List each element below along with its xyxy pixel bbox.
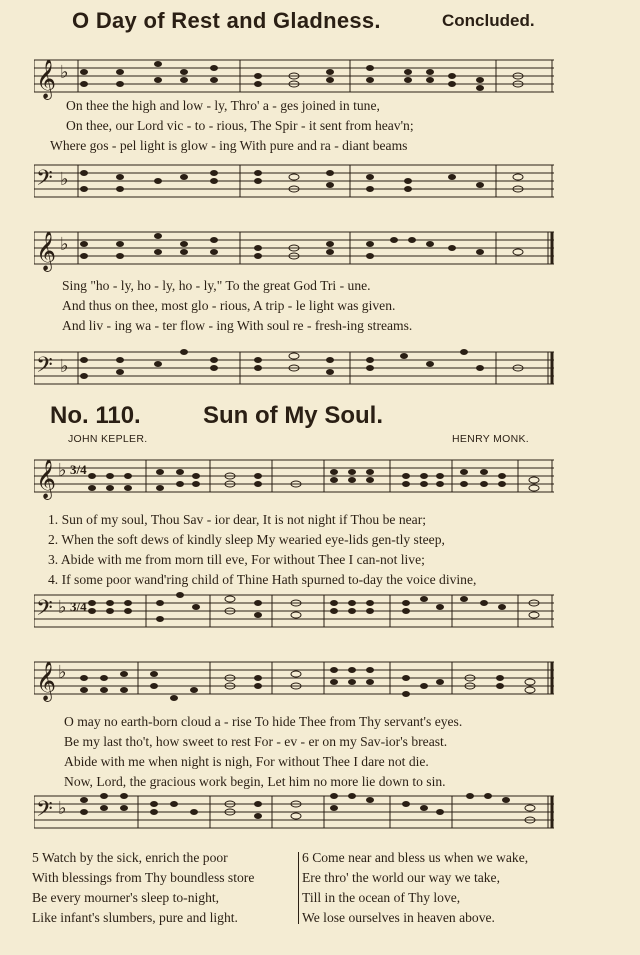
treble-staff-110-system-1 (34, 450, 554, 500)
flat-key-signature-icon: ♭ (60, 169, 69, 189)
bass-staff-system-2 (34, 342, 554, 392)
treble-clef-icon: 𝄞 (36, 59, 57, 99)
treble-clef-icon: 𝄞 (36, 459, 57, 499)
verse-line: We lose ourselves in heaven above. (302, 910, 495, 925)
verse-line: Till in the ocean of Thy love, (302, 890, 461, 905)
lyric-line: Now, Lord, the gracious work begin, Let him no more lie down to sin. (64, 774, 446, 789)
lyric-line: And liv - ing wa - ter flow - ing With soul re - fresh-ing streams. (62, 318, 413, 333)
bass-staff-110-system-2 (34, 786, 554, 836)
lyric-line: O may no earth-born cloud a - rise To hide Thee from Thy servant's eyes. (64, 714, 463, 729)
verse-line: With blessings from Thy boundless store (32, 870, 255, 885)
lyric-line: 3. Abide with me from morn till eve, For without Thee I can-not live; (48, 552, 425, 567)
flat-key-signature-icon: ♭ (58, 798, 67, 818)
lyric-line: Sing "ho - ly, ho - ly, ho - ly," To the great God Tri - une. (62, 278, 371, 293)
flat-key-signature-icon: ♭ (58, 597, 67, 617)
time-signature-numerator: 3/4 (70, 462, 87, 477)
hymn-number: No. 110. (50, 402, 141, 429)
lyric-line: 1. Sun of my soul, Thou Sav - ior dear, It is not night if Thou be near; (48, 512, 427, 527)
bass-staff-110-system-1 (34, 585, 554, 635)
lyric-line: Be my last tho't, how sweet to rest For - ev - er on my Sav-ior's breast. (64, 734, 448, 749)
lyric-line: 2. When the soft dews of kindly sleep My wearied eye-lids gen-tly steep, (48, 532, 445, 547)
flat-key-signature-icon: ♭ (58, 460, 67, 480)
page-header (0, 8, 640, 36)
lyric-line: Where gos - pel light is glow - ing With pure and ra - diant beams (50, 138, 408, 153)
verse-divider (298, 852, 299, 924)
bass-clef-icon: 𝄢 (36, 797, 53, 827)
treble-staff-110-system-2 (34, 652, 554, 708)
hymn-title: Sun of My Soul. (203, 402, 383, 429)
verse-line: Like infant's slumbers, pure and light. (32, 910, 238, 925)
lyric-line: 4. If some poor wand'ring child of Thine Hath spurned to-day the voice divine, (48, 572, 477, 587)
bass-staff-system-1 (34, 155, 554, 205)
author-credit: JOHN KEPLER. (68, 433, 148, 445)
concluded-label: Concluded. (442, 11, 535, 30)
bass-clef-icon: 𝄢 (36, 353, 53, 383)
hymn-header (0, 402, 640, 436)
composer-credit: HENRY MONK. (452, 433, 530, 445)
verse-line: Ere thro' the world our way we take, (302, 870, 500, 885)
treble-staff-system-2 (34, 222, 554, 272)
flat-key-signature-icon: ♭ (58, 662, 67, 682)
flat-key-signature-icon: ♭ (60, 62, 69, 82)
bass-clef-icon: 𝄢 (36, 596, 53, 626)
lyric-line: And thus on thee, most glo - rious, A trip - le light was given. (62, 298, 396, 313)
treble-clef-icon: 𝄞 (36, 231, 57, 271)
verse-line: Be every mourner's sleep to-night, (32, 890, 220, 905)
treble-staff-system-1 (34, 50, 554, 100)
hymn-title-continued: O Day of Rest and Gladness. (72, 8, 381, 33)
bass-clef-icon: 𝄢 (36, 166, 53, 196)
lyric-line: On thee the high and low - ly, Thro' a - ges joined in tune, (66, 98, 380, 113)
treble-clef-icon: 𝄞 (36, 661, 57, 701)
verse-line: 6 Come near and bless us when we wake, (302, 850, 529, 865)
verse-line: 5 Watch by the sick, enrich the poor (32, 850, 228, 865)
flat-key-signature-icon: ♭ (60, 234, 69, 254)
verse-5 (32, 848, 254, 928)
flat-key-signature-icon: ♭ (60, 356, 69, 376)
lyric-line: Abide with me when night is nigh, For without Thee I dare not die. (64, 754, 429, 769)
verse-6 (302, 848, 528, 928)
time-signature: 3/4 (70, 599, 87, 614)
lyric-line: On thee, our Lord vic - to - rious, The Spir - it sent from heav'n; (66, 118, 414, 133)
